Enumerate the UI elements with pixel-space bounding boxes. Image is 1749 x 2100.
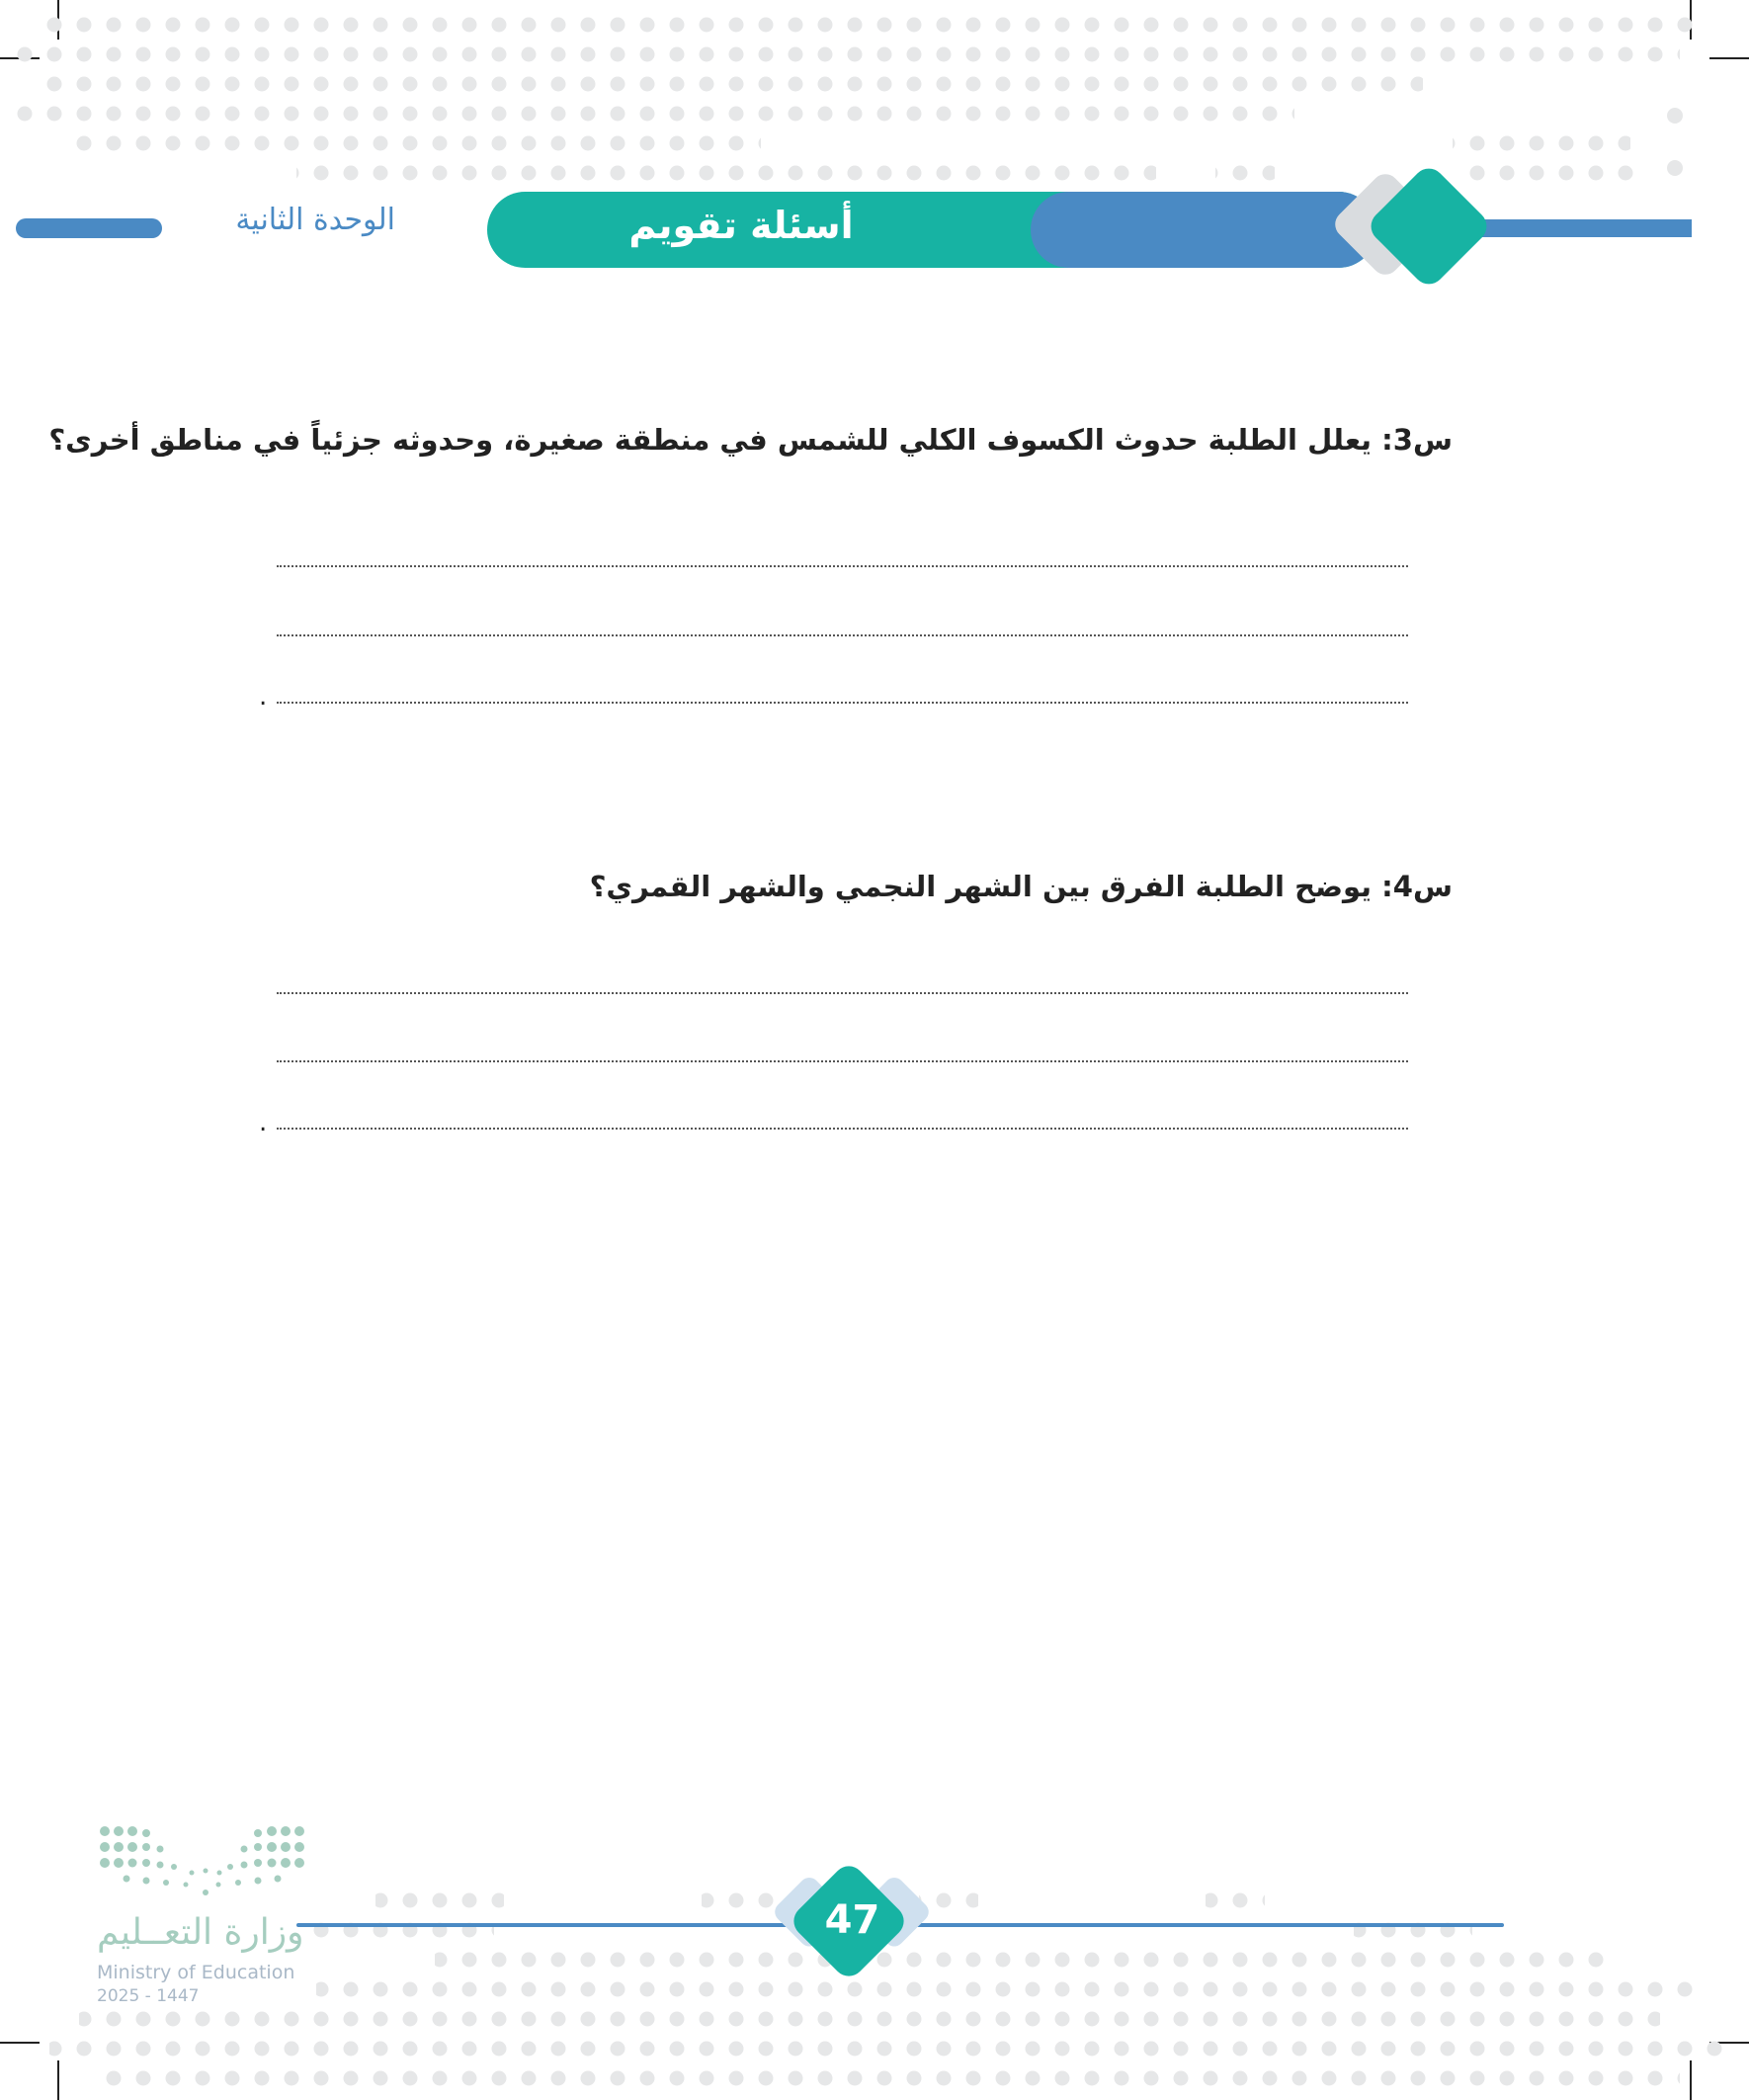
- answer-line[interactable]: [277, 1060, 1408, 1062]
- page-number: 47: [824, 1897, 880, 1943]
- left-accent-bar: [16, 218, 162, 238]
- answer-line[interactable]: [277, 634, 1408, 636]
- answer-line[interactable]: [277, 565, 1408, 567]
- question-3: س3: يعلل الطلبة حدوث الكسوف الكلي للشمس في منطقة صغيرة، وحدوثه جزئياً في مناطق أخرى؟: [48, 423, 1453, 457]
- question-4: س4: يوضح الطلبة الفرق بين الشهر النجمي والشهر القمري؟: [589, 870, 1453, 903]
- answer-line[interactable]: [277, 702, 1408, 704]
- answer-line[interactable]: [277, 1128, 1408, 1130]
- edition-year: 2025 - 1447: [97, 1986, 200, 2006]
- answer-line[interactable]: [277, 992, 1408, 994]
- section-title: أسئلة تقويم: [628, 204, 854, 247]
- header-diamond-icon: [1324, 163, 1522, 301]
- ministry-name-arabic: وزارة التعــليم: [97, 1912, 304, 1953]
- unit-label: الوحدة الثانية: [235, 203, 395, 237]
- ministry-name-english: Ministry of Education: [97, 1962, 295, 1983]
- answer-end-mark: .: [259, 682, 268, 712]
- answer-end-mark: .: [259, 1108, 268, 1137]
- ministry-logo-icon: [97, 1823, 309, 1902]
